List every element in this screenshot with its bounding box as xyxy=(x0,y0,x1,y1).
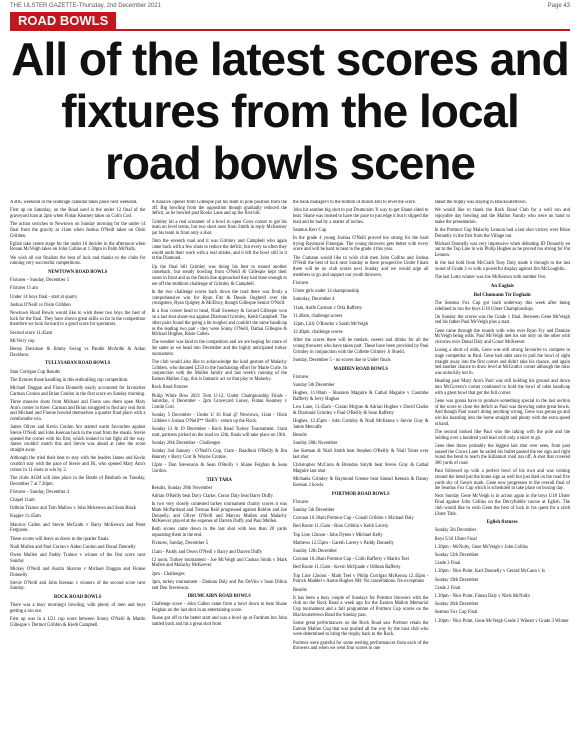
section-heading: TULLYSARAN ROAD BOWLS xyxy=(45,361,111,367)
column-4 xyxy=(435,200,571,732)
article-paragraph: 1.30pm - Nice Point, Gene McVeigh Grade 2 Winner v Grade 3 Winner xyxy=(434,618,569,624)
page-number: Page 43 xyxy=(547,3,570,9)
article-paragraph: Results xyxy=(293,433,307,438)
section-heading: An Eaglais xyxy=(490,283,514,289)
article-paragraph: Chapel 11am xyxy=(10,498,35,504)
article-paragraph: Gene then threw probably the biggest last shot over seen, from past passed the Crows Lane he sailed his bullet passed the tee sign and right round the bend to reach the Killamurt road run off. A shot that covered 300 yards of road. xyxy=(434,443,570,466)
article-paragraph: Hughes, 12.45pm - John Grimley & Niall McKenna v Stevie Gray & Jamie Metcalfe xyxy=(293,419,429,430)
headline: All of the latest scores and fixtures from the local road bowls scene xyxy=(11,33,569,189)
article-paragraph: Heading past Mary Ann's Paul was still holding his ground and down into McGovern's corner continued to hold the bowl of odds handicap with a great bowl that got the full corner. xyxy=(434,379,570,396)
article-paragraph: Mathews 12.55pm - Gareth Lavery v Paddy Donnelly xyxy=(293,540,395,546)
article-paragraph: Red Route 11.15am - Ross Gribbin v Keith Lavery xyxy=(293,524,389,530)
article-paragraph: Boys U16 Ulster Final xyxy=(434,536,477,542)
article-paragraph: Seamus Fox Cup Final xyxy=(434,610,478,616)
section-banner: ROAD BOWLS xyxy=(10,12,116,29)
article-paragraph: Grade 3 Final xyxy=(434,561,461,567)
article-paragraph: 1.30pm - Nice Point, Karl Donnelly v Gerard McCann v Is xyxy=(434,569,545,575)
article-paragraph: Hughes, 11.00am - Shannon Maguire & Cathal Maguire v Caoimhe Rafferty & Jerry Hughes xyxy=(293,391,429,402)
article-paragraph: 12pm, Lilly O'Rourke v Sarah McVeigh xyxy=(293,321,369,327)
article-paragraph: Christopher McConn & Brendan Smyth beat Stevie Gray & Cathal Maguire last shot xyxy=(293,463,429,475)
article-paragraph: The action switches to Newtown on Sunday morning for the under 14 final from the gravity at 11am when Joshua O'Neill takes on Oisin Gribben. xyxy=(10,222,146,239)
article-paragraph: Losing a short of odds, Gene was still strong favourite to compete in stage competitor in Paul. Gene had odds sure to pull the bowl of sight straight away into the first corner and didn't take his chance, and again hed another chance to draw level at McGrath's corner although the miss was unluckily not in. xyxy=(434,348,570,377)
article-paragraph: Grade 2 Final xyxy=(434,585,461,591)
section-heading: MADDEN ROAD BOWLS xyxy=(333,366,388,372)
article-paragraph: 12pm - Don Stevenson & Sean O'Reilly v Shane Feighan & Sean Gordon. xyxy=(151,463,287,474)
article-paragraph: Second score 11.45am xyxy=(10,330,53,336)
article-paragraph: Philip White Bros 2021 Tom U-12, Under Championship Finals - Saturday, 4 December - 2pm Graveyard Loney, Fintan Kearney v Conlin Corr. xyxy=(151,393,287,410)
article-paragraph: Portmor were grateful for some sterling performances from each of the throwers and when we went four scores to one xyxy=(293,640,429,652)
article-paragraph: Gene came through the rounds with wins over Ryan Fry and Damian McVeigh being odds. Paul McVeigh met his son only on the other with victories over Donal Daly and Conor McKeever. xyxy=(434,328,570,346)
article-paragraph: It has been a busy couple of Sundays for Portmor throwers with the club on the Rock Road a week ago for the Eamon Mallon Memorial Cup tournament and a full programme of Portmor Cup scores on the Blackwatertown Road the Sunday past. xyxy=(293,595,429,618)
article-paragraph: Rock Road fixtures xyxy=(151,385,188,391)
article-paragraph: A BIG weekend in the underage calendar takes place next weekend. xyxy=(10,200,138,205)
article-paragraph: Benny Davidson & Jimmy Swing vs Paudie McArdle & Aidan Davidson. xyxy=(10,347,146,358)
article-paragraph: Owen Mullen and Paddy Trainor v winner of the first score next Sunday xyxy=(10,552,146,564)
article-paragraph: Fixtures – Sunday, December 4 xyxy=(10,489,69,495)
article-paragraph: Gene was gonna have to produce something special in the last section of the score to close the deficit as Paul was throwing some great bowls. And though Paul wasn't doing anything wrong, Gene was gonna go and win his hoarding into the home straight and plenty with the extra speed at hand. xyxy=(434,398,570,427)
article-paragraph: Sunday 5th December xyxy=(434,528,477,534)
article-paragraph: Newtown Road Bowls would like to wish these two boys the best of luck for the final. They have shown great skills so far in the competition therefore we look forward to a good score for spectators. xyxy=(10,311,146,328)
section-rule xyxy=(10,29,570,31)
article-paragraph: The Cumann would like to wish club men John Collins and Joshua O'Neill the best of luck next Sunday in there prospective Under Finals there will be no club scores next Sunday and we would urge all members to go and support our youth throwers. xyxy=(293,255,429,278)
article-paragraph: After the scores there will be medals, sweets and drinks for all the young throwers who have taken part. These have been provided by Paul Grimley in conjunction with the Collette Grimley Jr Shield. xyxy=(293,338,429,355)
article-paragraph: Both scores came down to the last shot with less than 20 yards separating them in the end. xyxy=(151,527,287,539)
article-paragraph: Some great performances on the Rock Road saw Portmor retain the Eamon Mallon Cup that was pushed all the way by the host club who were determined to bring the trophy back to the Rock. xyxy=(293,621,429,638)
article-paragraph: Ulster girls under 14 championship xyxy=(293,289,360,295)
article-paragraph: Michaela Grimley & Raymond Greene beat Sinead Keenan & Danny Keenan 2 bowls. xyxy=(293,477,429,488)
article-paragraph: Eglish take centre stage for the under 16 decider in the afternoon when Ronan McVeigh takes on John Collins at 1.30pm in Palm McNally. xyxy=(10,241,146,253)
article-paragraph: Sunday 19th December xyxy=(434,577,479,583)
article-paragraph: There was a busy morning's bowling, with plenty of men and boys getting a run out. xyxy=(10,603,146,615)
article-paragraph: Three massive shots from Michael and Fionn saw them open Mary Ann's corner in three. Carman and Brian struggled to find any real form and Michael and Fionne bowled themselves a quarter final place with a comfortable win. xyxy=(10,399,146,423)
article-paragraph: Joe Keenan & Niall Smith beat Stephen O'Reilly & Niall Toner over last shot xyxy=(293,449,429,461)
article-paragraph: Stevie O'Neill and John Keenan v winners of the second score next Sunday. xyxy=(10,580,146,592)
article-paragraph: Fixtures, Sunday, December 5 xyxy=(151,541,209,547)
article-paragraph: Results, Sunday 28th November xyxy=(151,485,213,491)
article-paragraph: We wish all our finalists the best of luck and thanks to the clubs for running very successful competitions. xyxy=(10,255,146,267)
article-paragraph: In two very closely contested turkey tournament charity scores it was Mark McPartland and Tiernan Reid progressed against Robbie and Joe Donnelly, and Oliver O'Neill and Marcus Mullen and Malachy McKeever played at the expense of Darren Duffy and Paul Mullen. xyxy=(151,502,287,525)
article-paragraph: In the last bold from McGrath Tony Daly made it through to the last round of Grade 3 vs with a powerful display against Jim McLoughlin. xyxy=(434,261,570,273)
article-paragraph: Sunday 12 & 19 December - Rock Road Turkey Tournament. 11am start, partners picked on the road on 12th, finals will take place on 19th. xyxy=(151,427,287,438)
article-paragraph: Although the tried their best to stay with the leaders James and Kevin couldn't stay with the pace of Stevie and JK, who opened Mary Ann's corner in 11 shots to win by 2. xyxy=(10,456,146,473)
article-paragraph: Results xyxy=(293,587,307,593)
article-paragraph: The clubs AGM will take place in the Bottle of Benburb on Tuesday, December 7 at 7.30pm. xyxy=(10,475,146,487)
article-paragraph: In the Portmor Cup Malachy Lennon had a last shot victory over Brian Donnelly in the first from the Village out. xyxy=(434,227,570,239)
article-paragraph: The Seamus Fox Cup got back underway this week after being sidelined to run the boys U18 Ulster Championships. xyxy=(434,300,570,312)
section-heading: ROCK ROAD BOWLS xyxy=(54,595,102,601)
article-paragraph: In the two challenge scores back down the road there was firstly a comprehensive win for Ryan Fitz & Dessie Oughtell over the youngsters, Ryan Quigley & McElroy, though Gillespie Senior O'Neill. xyxy=(151,289,287,307)
article-paragraph: 2pm - Challenges xyxy=(151,571,185,577)
article-paragraph: Sunday 12th December xyxy=(293,549,337,555)
article-paragraph: Top Line 12noon - John Dynes v Michael Kelly xyxy=(293,532,383,538)
article-paragraph: Red Route 11.15am - Kevin McQuade v Odhran Rafferty xyxy=(293,565,401,571)
article-paragraph: Stan Corrigan Cup Results xyxy=(10,369,61,375)
article-paragraph: The club would also like to acknowledge the kind gesture of Malachy Gribben, who donated £250 to the fundraising effort for Marie Curie. In conjunction with the Mullen family and last week's running of the Eamon Mallon Cup, this is fantastic act so that play to Malachy. xyxy=(151,360,287,383)
article-paragraph: Sunday 2nd January - O'Neill's Cup, 11am - Ruadhrai O'Reilly & Jim Hanrety v Barry Corr & Wayne Cromie. xyxy=(151,449,287,460)
article-paragraph: In a four corner head to head, Niall Sweeney & Gerard Gillespie won on a last shot shoot-out against Diarmuid Grimley, Keith Campbell. The other pairs found the going a bit tougher and couldn't the same handicap as the leading two pair - they were Sonny O'Neill, Dathai Gillespie & Michael Hughes, Rosie Callen. xyxy=(151,309,287,338)
article-paragraph: The weather was kind to the competitors and we are hoping for more of the same as we head into December and the highly anticipated turkey tournament. xyxy=(151,340,287,357)
article-paragraph: Fixtures xyxy=(293,280,309,286)
article-paragraph: McVerry cup xyxy=(10,338,35,344)
column-3 xyxy=(293,200,429,732)
article-paragraph: 11am, Aoife Carmon v Orla Rafferty xyxy=(293,305,362,311)
article-paragraph: 3pm, turkey tournament - Damian Daly and Pat DeVito v Sean Dillon and Don Stevenson. xyxy=(151,579,287,591)
article-paragraph: ahead the trophy was staying in Blackwatertown. xyxy=(434,200,527,205)
article-paragraph: Fixtures 11 am xyxy=(10,286,38,292)
article-paragraph: The fixtures those handling in this enthralling cup competition. xyxy=(10,377,129,383)
article-paragraph: Joshua O'Neill vs Oisin Gribben xyxy=(10,302,71,308)
article-paragraph: 1.30pm - Nice Point, Fintan Daly v Niels McNulln xyxy=(434,594,530,600)
article-paragraph: Sunday 5th December xyxy=(293,383,335,389)
article-paragraph: Onto the seventh road and it was Grimley and Campbell who again came back with a few shots to reduce the deficit, but every so often they would undo their work with a real strides, and it left the bowl still in it at the Diamond. xyxy=(151,239,287,262)
article-paragraph: These scores will leave us down to the quarter finals. xyxy=(10,536,110,542)
article-columns xyxy=(10,200,570,732)
article-paragraph: Sunday 26th December xyxy=(434,602,479,608)
article-paragraph: Curraun 10.30am Portmor Cup - Conall Gribbin v Michael Daly xyxy=(293,516,414,522)
article-paragraph: Sunday 5th December xyxy=(293,508,335,514)
article-paragraph: Top Line 12noon - Mark Teel v Philip Corrigan McKenna 12.45pm - Patrick Maddel v Aaron Hughes NB: No cancellations. No exceptions xyxy=(293,573,429,585)
article-paragraph: Grimley hit a real screamer of a bowl to open Corrs corner to get his team on level terms, but two short ones from Smith in reply McInerney put his team in front only a shot. xyxy=(151,219,287,237)
article-paragraph: The second looked like Paul who the taking with the pole and the holding over a hundred yard lead with only a short to go. xyxy=(434,429,570,441)
article-paragraph: Fixtures xyxy=(293,374,309,380)
article-paragraph: 12 noon, Turkey tournament - Joe McVeigh and Cashan Smith v Mark Mullen and Malachy McKeever xyxy=(151,557,287,569)
article-paragraph: Maurice Callen and Stevie McGrath v Barry McKeown and Peter Ferguson. xyxy=(10,522,146,534)
section-heading: TIEY TARA xyxy=(206,477,232,483)
section-heading: Eglish fixtures xyxy=(486,520,518,526)
article-paragraph: Mickey O'Neill and Austin Sharron v Michael Duggan and Fionne Donnelly xyxy=(10,566,146,578)
article-paragraph: John hit another big shot to put Drumcairn 'll way to get Shane sided to beat. Shane was looked to have the pace to just edge it but it slipped the lead and he had by a matter of inches. xyxy=(293,208,429,225)
article-paragraph: 1.30pm - McNulty, Gene McVeigh v John Collins xyxy=(434,544,529,550)
article-paragraph: Saturday, December 4 xyxy=(293,297,335,303)
article-paragraph: First up was in a U21 cup score between Sonny O'Neill & Martin Gillespie v Dermot Gribbin & Kieth Campbell. xyxy=(10,617,146,628)
article-paragraph: Sunday 26th December - Challenges xyxy=(151,441,221,447)
article-paragraph: Odhrán Trainor and Tom Mallow v John Mckeown and Sean Black xyxy=(10,506,137,512)
article-paragraph: Sunday 5 December - Under U 16 final @ Newtown, 11am - Oisin Gribben v Joshua O'Neill** Neill's - return up the Rock. xyxy=(151,413,287,424)
section-heading: PORTMOR ROAD BOWLS xyxy=(331,491,390,497)
article-paragraph: Low Lane, 11.45am - Ciaran Mcgran & Adrian Hughes v David Clarke & Diarmaid Grimley v Paul O'Reilly & Sean Rafferty xyxy=(293,405,429,416)
article-paragraph: The last Lotto winner was Joe McKeown with number five. xyxy=(434,275,547,281)
article-paragraph: Niall Mullen and Paul Curran v Aiden Conlon and Donal Donnelly xyxy=(10,544,136,550)
article-paragraph: Seamus Kerr Cup xyxy=(293,227,327,233)
article-paragraph: On Sunday the scores was the Grade 1 final. Between Gene McVeigh and his father Paul McVeigh plus a start. xyxy=(434,314,570,326)
article-paragraph: Michael Donnelly was very impressive when defeating JD Donnelly en out to the Top Line in win Philip Hughes as he proved too strong for Pat Lennon. xyxy=(434,241,570,259)
article-paragraph: Sunday, December 5 - no scores due to Under finals xyxy=(293,357,391,363)
article-paragraph: Paul followed up with a perfect bowl of his own and was coming around the bend just the home sign as well but just died on the road five yards shy of Gene's mark. Gene now progresses to the overall final of the Seamus Fox Cup which is scheduled to take place on boxing day. xyxy=(434,469,570,492)
article-paragraph: Sunday 12th December xyxy=(434,553,479,559)
article-paragraph: the bank manager's to the bottom of Bonds Hill to level the score. xyxy=(293,200,417,205)
section-heading: DRUMCAIRN ROAD BOWLS xyxy=(187,594,251,600)
article-paragraph: James Oliver and Kevin Conlon Snr started warm favourites against Stevie O'Neill and John Keenan back in the road from the shoals. Stevie opened the corner with his first, which looked in hot fight all the way. James couldn't match this and Stevie was ahead at rules the score straight away. xyxy=(10,425,146,454)
article-paragraph: Curraun 10.30am Portmor Cup - Colin Rafferty v Martin Teel xyxy=(293,557,409,563)
article-paragraph: Sunday 28th November xyxy=(293,441,338,447)
article-paragraph: 11.40am, challenge scores xyxy=(293,313,343,319)
article-paragraph: In the grade 4 young Joshua O'Neill proved too strong for the hard trying Raymond Finnegan. The young throwers gets better with every score and will be hard to beat in the grade 4 this year. xyxy=(293,236,429,253)
section-heading: NEWTOWN ROAD BOWLS xyxy=(48,270,108,276)
newspaper-dateline: THE ULSTER GAZETTE-Thursday, 2nd December 2021 xyxy=(10,3,161,9)
column-2 xyxy=(152,200,288,732)
article-paragraph: Challenge score - John Callen came from a bowl down to beat Shane Feighan on the last shot in an entertaining score. xyxy=(151,602,287,614)
article-paragraph: Up the final hill Grimley was doing his best to mount another comeback, but steady bowling from O'Neill & Gillespie kept their noses in front and as the finish line approached they had done enough to see off the stubborn challenge of Grimley & Campbell. xyxy=(151,264,287,287)
article-paragraph: Under 14 boys final - start at quarry xyxy=(10,294,78,300)
article-paragraph: 11am - Paddy and Owen O'Neill v Barry and Darren Duffy xyxy=(151,549,263,555)
article-paragraph: Kappie 11.45am xyxy=(10,514,41,520)
column-1 xyxy=(10,200,146,732)
article-paragraph: We would like to thank the Rock Road Club for a well run and enjoyable day bowling and the Mallon Family who were on hand to make the presentation. xyxy=(434,208,570,225)
article-paragraph: First up on Saturday, on the Road used is the under 12 final of the graveyard loan at 2pm when Fintan Kearney takes on Colin Cori. xyxy=(10,208,146,219)
article-paragraph: Fixtures – Sunday, December 5 xyxy=(10,278,69,284)
article-paragraph: A massive opener from Gillespie put his team in pole position from the off. Big bowling from the opposition though gradually reduced the deficit, as he bowled past Rooks Lane and up the first hill. xyxy=(151,200,287,217)
article-paragraph: Fixtures xyxy=(293,499,309,505)
article-paragraph: Next Sunday Gene McVeigh is in action again in the boys U18 Ulster Final against John Collins on the Derryfubble course at Eglish. The club would like to wish Gene the best of luck in his quest for a sixth Ulster Title. xyxy=(434,494,570,517)
article-paragraph: Adrian O'Reilly beat Davy Clarke; Conor Daly beat Barry Duffy. xyxy=(151,493,274,499)
article-paragraph: 12.40pm, challenge scores xyxy=(293,330,343,336)
article-paragraph: Shane got off to the better start and was a bowl up at Fardrum but John battled back and hit a great shot from xyxy=(151,616,287,628)
article-paragraph: Michael Duggan and Fionn Donnelly easily accounted for favourites Carman Conlon and Brian Conlon in the first score on Sunday morning. xyxy=(10,386,146,397)
section-heading: Bol Chumann Tír Eoghain xyxy=(473,292,531,298)
